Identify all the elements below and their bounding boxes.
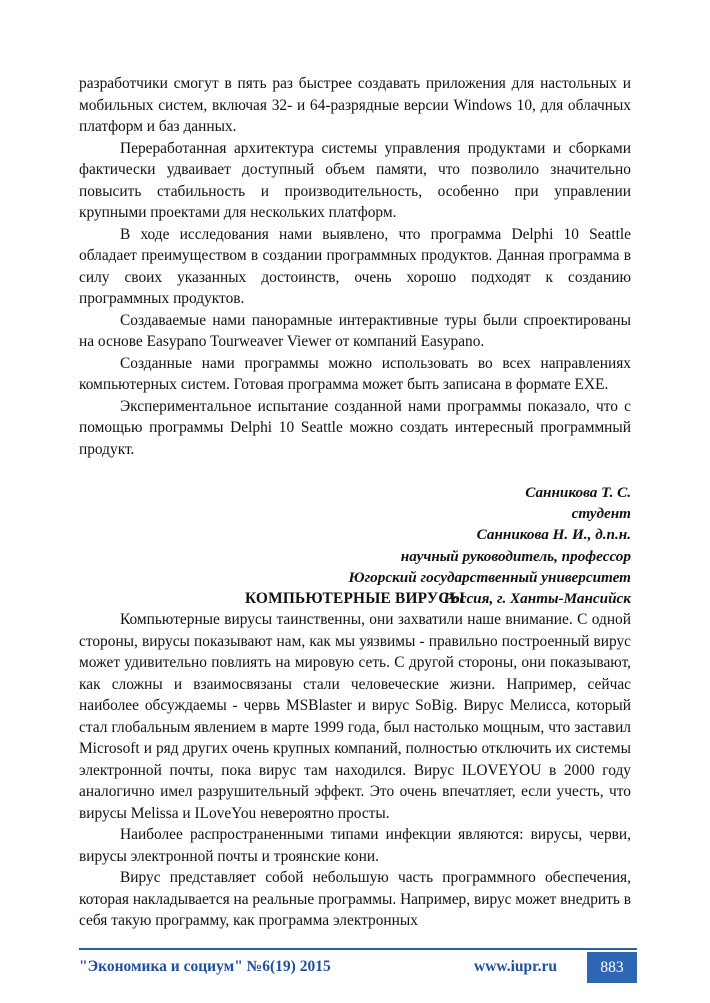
paragraph: Вирус представляет собой небольшую часть программного обеспечения, которая накладывается на реальные программы. Например, вирус может внедрить в себя такую программу, как программа электронных: [79, 869, 631, 929]
paragraph: Создаваемые нами панорамные интерактивные туры были спроектированы на основе Easypano Tourweaver Viewer от компаний Easypano.: [79, 311, 631, 350]
author-status: студент: [571, 505, 631, 523]
page-number: 883: [587, 952, 637, 983]
journal-website: www.iupr.ru: [474, 958, 557, 975]
paragraph: Экспериментальное испытание созданной нами программы показало, что с помощью программы Delphi 10 Seattle можно создать интересный программный продукт.: [79, 397, 631, 458]
paragraph: разработчики смогут в пять раз быстрее создавать приложения для настольных и мобильных систем, включая 32- и 64-разрядные версии Windows 10, для облачных платформ и баз данных.: [79, 75, 631, 135]
paragraph: В ходе исследования нами выявлено, что программа Delphi 10 Seattle обладает преимуществом в создании программных продуктов. Данная программа в силу своих указанных достоинств, очень хорошо подходят к созданию программных продуктов.: [79, 225, 631, 307]
paragraph: Наиболее распространенными типами инфекции являются: вирусы, черви, вирусы электронной почты и троянские кони.: [79, 826, 631, 865]
advisor-name: Санникова Н. И., д.п.н.: [476, 526, 631, 544]
paragraph: Созданные нами программы можно использовать во всех направлениях компьютерных систем. Готовая программа может быть записана в формате EXE.: [79, 354, 631, 393]
paragraph: Переработанная архитектура системы управления продуктами и сборками фактически удваивает доступный объем памяти, что позволило значительно повысить стабильность и производительность, особенно при управлении крупными проектами для нескольких платформ.: [79, 139, 631, 221]
article-title: КОМПЬЮТЕРНЫЕ ВИРУСЫ: [244, 590, 466, 607]
body-text-continued: [79, 73, 631, 460]
paragraph: Компьютерные вирусы таинственны, они захватили наше внимание. С одной стороны, вирусы показывают нам, как мы уязвимы - правильно построенный вирус может удивительно повлиять на мировую сеть. С другой стороны, они показывают, как сложны и взаимосвязаны стали человеческие жизни. Например, сейчас наиболее обсуждаемы - червь MSBlaster и вирус SoBig. Вирус Мелисса, который стал глобальным явлением в марте 1999 года, был настолько мощным, что заставил Microsoft и ряд других очень крупных компаний, полностью отключить их системы электронной почты, пока вирус там находился. Вирус ILOVEYOU в 2000 году аналогично имел разрушительный эффект. Это очень впечатляет, если учесть, что вирусы Melissa и ILoveYou невероятно просты.: [79, 611, 631, 822]
article-body: [79, 609, 631, 932]
journal-name: "Экономика и социум" №6(19) 2015: [79, 958, 331, 975]
footer-divider: [79, 948, 637, 950]
author-name: Санникова Т. С.: [525, 484, 631, 501]
location: Россия, г. Ханты-Мансийск: [443, 590, 631, 608]
advisor-role: научный руководитель, профессор: [400, 547, 631, 565]
affiliation: Югорский государственный университет: [348, 568, 631, 586]
